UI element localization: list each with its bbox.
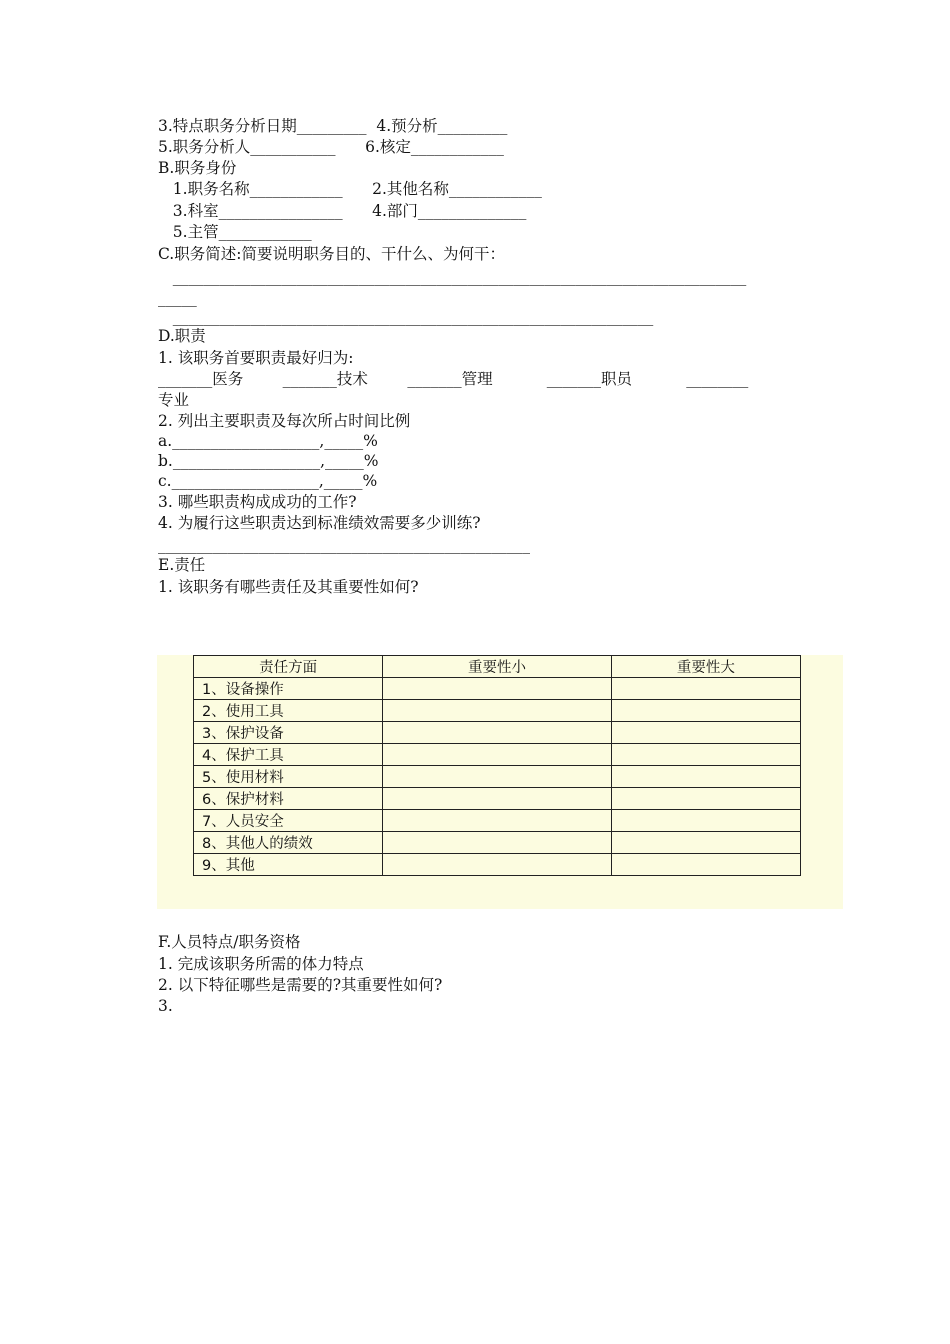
analysis-date-line: 3.特点职务分析日期_________ 4.预分析_________ xyxy=(158,117,508,135)
low-importance-cell[interactable] xyxy=(383,766,611,788)
success-duties-question: 3. 哪些职责构成成功的工作? xyxy=(158,493,357,511)
header-aspect: 责任方面 xyxy=(194,656,383,678)
table-row xyxy=(194,722,801,744)
high-importance-cell[interactable] xyxy=(611,832,800,854)
table-row xyxy=(194,766,801,788)
table-row xyxy=(194,832,801,854)
section-d-heading: D.职责 xyxy=(158,327,206,345)
row-label: 7、人员安全 xyxy=(194,810,383,832)
high-importance-cell[interactable] xyxy=(611,766,800,788)
row-label: 9、其他 xyxy=(194,854,383,876)
responsibility-question: 1. 该职务有哪些责任及其重要性如何? xyxy=(158,578,419,596)
table-header-row xyxy=(194,656,801,678)
training-question: 4. 为履行这些职责达到标准绩效需要多少训练? xyxy=(158,514,481,532)
item-3: 3. xyxy=(158,997,173,1015)
section-b-heading: B.职务身份 xyxy=(158,159,237,177)
high-importance-cell[interactable] xyxy=(611,744,800,766)
responsibility-table xyxy=(193,655,801,876)
low-importance-cell[interactable] xyxy=(383,788,611,810)
blank-line-1: __________________________________________________________________________ xyxy=(158,268,747,286)
duty-category-options: _______医务 _______技术 _______管理 _______职员 ________ xyxy=(158,370,749,388)
duty-a-line: a.___________________,_____% xyxy=(158,432,378,450)
required-traits-item: 2. 以下特征哪些是需要的?其重要性如何? xyxy=(158,976,443,994)
low-importance-cell[interactable] xyxy=(383,854,611,876)
high-importance-cell[interactable] xyxy=(611,854,800,876)
section-e-heading: E.责任 xyxy=(158,556,206,574)
supervisor-line: 5.主管____________ xyxy=(158,223,312,241)
physical-traits-item: 1. 完成该职务所需的体力特点 xyxy=(158,955,364,973)
table-row xyxy=(194,678,801,700)
row-label: 4、保护工具 xyxy=(194,744,383,766)
primary-duty-question: 1. 该职务首要职责最好归为: xyxy=(158,349,354,367)
row-label: 6、保护材料 xyxy=(194,788,383,810)
high-importance-cell[interactable] xyxy=(611,810,800,832)
header-high-importance: 重要性大 xyxy=(611,656,800,678)
main-duties-question: 2. 列出主要职责及每次所占时间比例 xyxy=(158,412,411,430)
high-importance-cell[interactable] xyxy=(611,722,800,744)
section-f-heading: F.人员特点/职务资格 xyxy=(158,933,301,951)
table-row xyxy=(194,810,801,832)
duty-c-line: c.___________________,_____% xyxy=(158,472,378,490)
responsibility-table-area xyxy=(157,655,843,909)
low-importance-cell[interactable] xyxy=(383,700,611,722)
row-label: 8、其他人的绩效 xyxy=(194,832,383,854)
department-line: 3.科室________________ 4.部门______________ xyxy=(158,202,527,220)
blank-line-3: ______________________________________________________________ xyxy=(158,308,654,326)
low-importance-cell[interactable] xyxy=(383,744,611,766)
header-low-importance: 重要性小 xyxy=(383,656,611,678)
high-importance-cell[interactable] xyxy=(611,788,800,810)
high-importance-cell[interactable] xyxy=(611,700,800,722)
low-importance-cell[interactable] xyxy=(383,678,611,700)
table-row xyxy=(194,788,801,810)
duty-b-line: b.___________________,_____% xyxy=(158,452,379,470)
high-importance-cell[interactable] xyxy=(611,678,800,700)
blank-line-2: _____ xyxy=(158,289,197,307)
job-name-line: 1.职务名称____________ 2.其他名称____________ xyxy=(158,180,542,198)
table-row xyxy=(194,700,801,722)
training-answer-line: ________________________________________________ xyxy=(158,536,530,554)
row-label: 2、使用工具 xyxy=(194,700,383,722)
analyst-line: 5.职务分析人___________ 6.核定____________ xyxy=(158,138,504,156)
section-c-heading: C.职务简述:简要说明职务目的、干什么、为何干： xyxy=(158,245,505,263)
table-row xyxy=(194,854,801,876)
row-label: 5、使用材料 xyxy=(194,766,383,788)
low-importance-cell[interactable] xyxy=(383,722,611,744)
low-importance-cell[interactable] xyxy=(383,810,611,832)
duty-category-professional: 专业 xyxy=(158,391,190,409)
table-row xyxy=(194,744,801,766)
low-importance-cell[interactable] xyxy=(383,832,611,854)
row-label: 1、设备操作 xyxy=(194,678,383,700)
row-label: 3、保护设备 xyxy=(194,722,383,744)
